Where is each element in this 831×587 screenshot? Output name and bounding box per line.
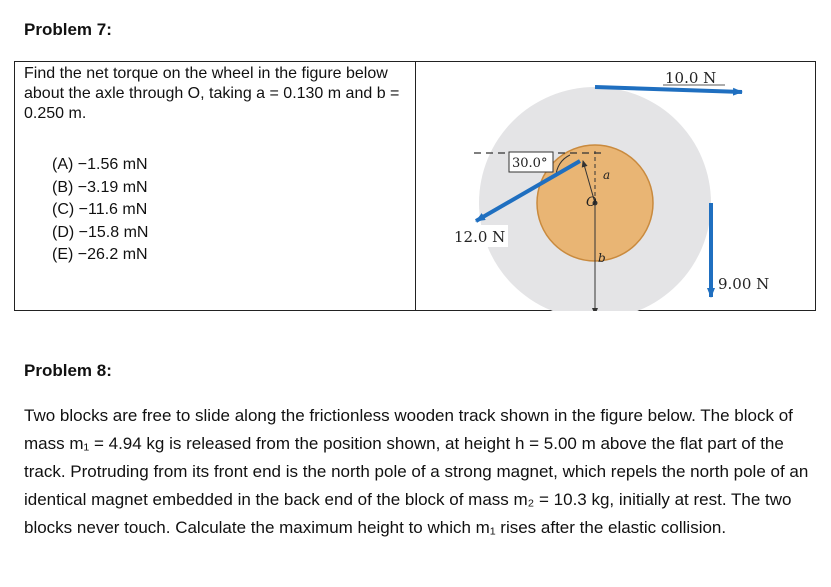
problem-8-paragraph: Two blocks are free to slide along the frictionless wooden track shown in the figure below. The block of mass m₁ = 4.94 kg is released from the position shown, at height h = 5.00 m above the flat part of the track. Protruding from its front end is the north pole of a strong magnet, which repels the north pole of an identical magnet embedded in the back end of the block of mass m₂ = 10.3 kg, initially at rest. The two blocks never touch. Calculate the maximum height to which m₁ rises after the elastic collision. [24,406,809,537]
wheel-torque-figure [416,61,816,311]
force-right-label: 9.00 N [718,275,770,293]
answer-choice-c: (C) −11.6 mN [52,201,148,218]
answer-choices [52,154,148,267]
answer-choice-d: (D) −15.8 mN [52,223,149,241]
label-o: O [586,195,597,210]
force-top-label: 10.0 N [665,69,717,87]
problem-8-heading: Problem 8: [24,361,112,380]
angle-label: 30.0° [512,156,548,171]
answer-choice-a: (A) −1.56 mN [52,156,148,173]
force-left-label: 12.0 N [454,228,506,246]
problem-8-body [24,402,814,542]
label-b: b [598,251,606,265]
label-a: a [603,168,611,182]
answer-choice-b: (B) −3.19 mN [52,178,148,196]
problem-7-heading: Problem 7: [24,20,112,39]
problem-7-question: Find the net torque on the wheel in the figure below about the axle through O, taking a = 0.130 m and b = 0.250 m. [24,65,400,122]
answer-choice-e: (E) −26.2 mN [52,246,148,263]
